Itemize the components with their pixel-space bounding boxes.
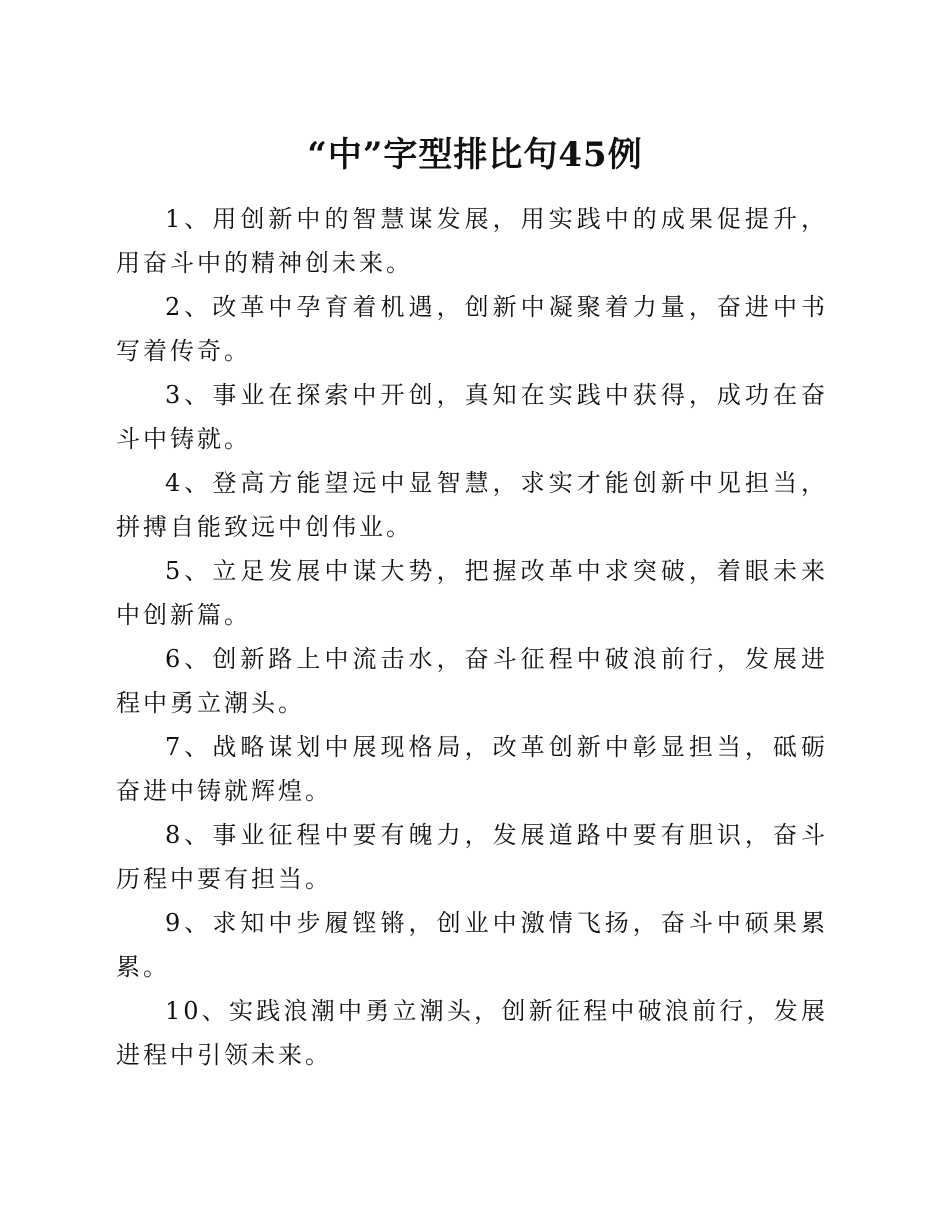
paragraph-8: 8、事业征程中要有魄力，发展道路中要有胆识，奋斗历程中要有担当。 [116,821,828,893]
paragraph-7: 7、战略谋划中展现格局，改革创新中彰显担当，砥砺奋进中铸就辉煌。 [116,733,828,805]
paragraph-10: 10、实践浪潮中勇立潮头，创新征程中破浪前行，发展进程中引领未来。 [116,997,828,1069]
paragraph-1: 1、用创新中的智慧谋发展，用实践中的成果促提升，用奋斗中的精神创未来。 [116,205,828,277]
paragraph-2: 2、改革中孕育着机遇，创新中凝聚着力量，奋进中书写着传奇。 [116,293,828,365]
paragraph-5: 5、立足发展中谋大势，把握改革中求突破，着眼未来中创新篇。 [116,557,828,629]
paragraph-4: 4、登高方能望远中显智慧，求实才能创新中见担当，拼搏自能致远中创伟业。 [116,469,828,541]
document-title: “中”字型排比句45例 [307,135,643,175]
paragraph-3: 3、事业在探索中开创，真知在实践中获得，成功在奋斗中铸就。 [116,381,828,453]
document-body [116,197,828,1077]
paragraph-6: 6、创新路上中流击水，奋斗征程中破浪前行，发展进程中勇立潮头。 [116,645,828,717]
paragraph-9: 9、求知中步履铿锵，创业中激情飞扬，奋斗中硕果累累。 [116,909,828,981]
